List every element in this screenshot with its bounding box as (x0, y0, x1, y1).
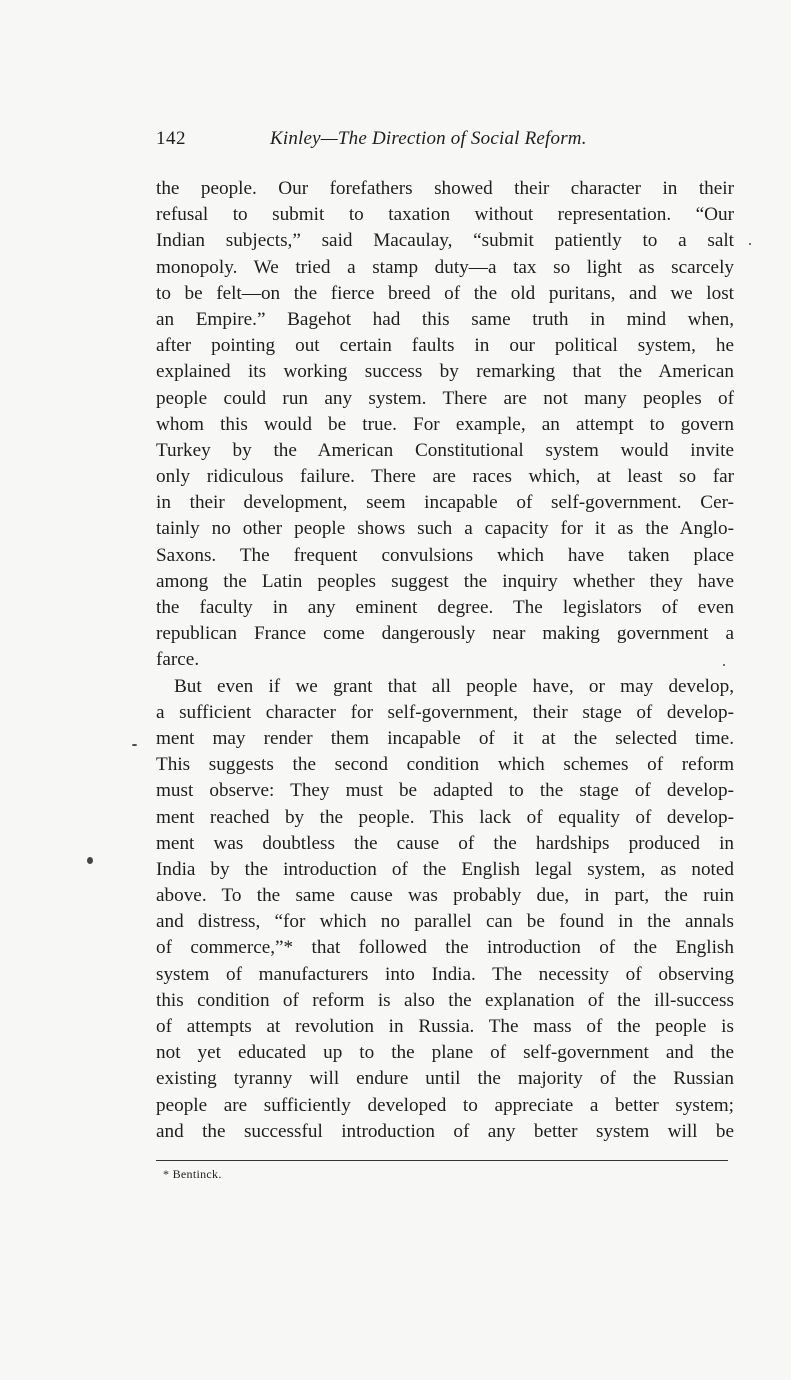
text-line: refusal to submit to taxation without representation. “Our (156, 204, 734, 226)
paragraph-1 (156, 176, 734, 674)
text-line: But even if we grant that all people have, or may develop, (174, 675, 734, 697)
text-line: ment may render them incapable of it at the selected time. (156, 727, 734, 749)
text-line: the people. Our forefathers showed their character in their (156, 178, 734, 199)
ink-speck (749, 243, 751, 245)
text-line: This suggests the second condition which schemes of reform (156, 754, 734, 776)
text-line: of attempts at revolution in Russia. The mass of the people is (156, 1016, 734, 1037)
text-line: to be felt—on the fierce breed of the old puritans, and we lost (156, 282, 734, 304)
text-line: whom this would be true. For example, an attempt to govern (156, 413, 734, 435)
page-header (156, 128, 736, 158)
text-line: the faculty in any eminent degree. The legislators of even (156, 597, 734, 618)
footnote-divider (156, 1160, 728, 1161)
text-line: must observe: They must be adapted to the stage of develop- (156, 780, 734, 802)
text-line: Indian subjects,” said Macaulay, “submit patiently to a salt (156, 230, 734, 252)
text-line: ment reached by the people. This lack of equality of develop- (156, 806, 734, 828)
text-line: monopoly. We tried a stamp duty—a tax so light as scarcely (156, 256, 734, 278)
ink-speck (87, 857, 93, 864)
text-line: people could run any system. There are not many peoples of (156, 387, 734, 409)
body-text (156, 176, 734, 1145)
ink-speck (723, 664, 725, 666)
text-line: above. To the same cause was probably due, in part, the ruin (156, 885, 734, 907)
text-line: tainly no other people shows such a capacity for it as the Anglo- (156, 518, 734, 540)
paragraph-2 (156, 674, 734, 1145)
text-line: explained its working success by remarking that the American (156, 361, 734, 383)
text-line: ment was doubtless the cause of the hardships produced in (156, 832, 734, 854)
text-line: existing tyranny will endure until the majority of the Russian (156, 1068, 734, 1090)
text-line: republican France come dangerously near making government a (156, 623, 734, 645)
running-title: Kinley—The Direction of Social Reform. (270, 128, 587, 149)
text-line: in their development, seem incapable of self-government. Cer- (156, 492, 734, 514)
ink-speck (132, 744, 137, 746)
page-number: 142 (156, 128, 186, 149)
text-line: not yet educated up to the plane of self-government and the (156, 1042, 734, 1064)
text-line: system of manufacturers into India. The necessity of observing (156, 963, 734, 985)
footnote: * Bentinck. (163, 1167, 222, 1181)
text-line: and distress, “for which no parallel can be found in the annals (156, 911, 734, 933)
text-line: this condition of reform is also the explanation of the ill-success (156, 989, 734, 1011)
text-line: India by the introduction of the English legal system, as noted (156, 858, 734, 880)
text-line: farce. (156, 649, 200, 671)
text-line: Turkey by the American Constitutional system would invite (156, 439, 734, 461)
text-line: only ridiculous failure. There are races which, at least so far (156, 466, 734, 488)
text-line: people are sufficiently developed to appreciate a better system; (156, 1094, 734, 1116)
text-line: after pointing out certain faults in our political system, he (156, 335, 734, 357)
text-line: among the Latin peoples suggest the inquiry whether they have (156, 570, 734, 592)
text-line: Saxons. The frequent convulsions which have taken place (156, 544, 734, 566)
text-line: an Empire.” Bagehot had this same truth in mind when, (156, 308, 734, 330)
text-line: a sufficient character for self-government, their stage of develop- (156, 701, 734, 723)
text-line: and the successful introduction of any better system will be (156, 1120, 734, 1142)
text-line: of commerce,”* that followed the introduction of the English (156, 937, 734, 959)
